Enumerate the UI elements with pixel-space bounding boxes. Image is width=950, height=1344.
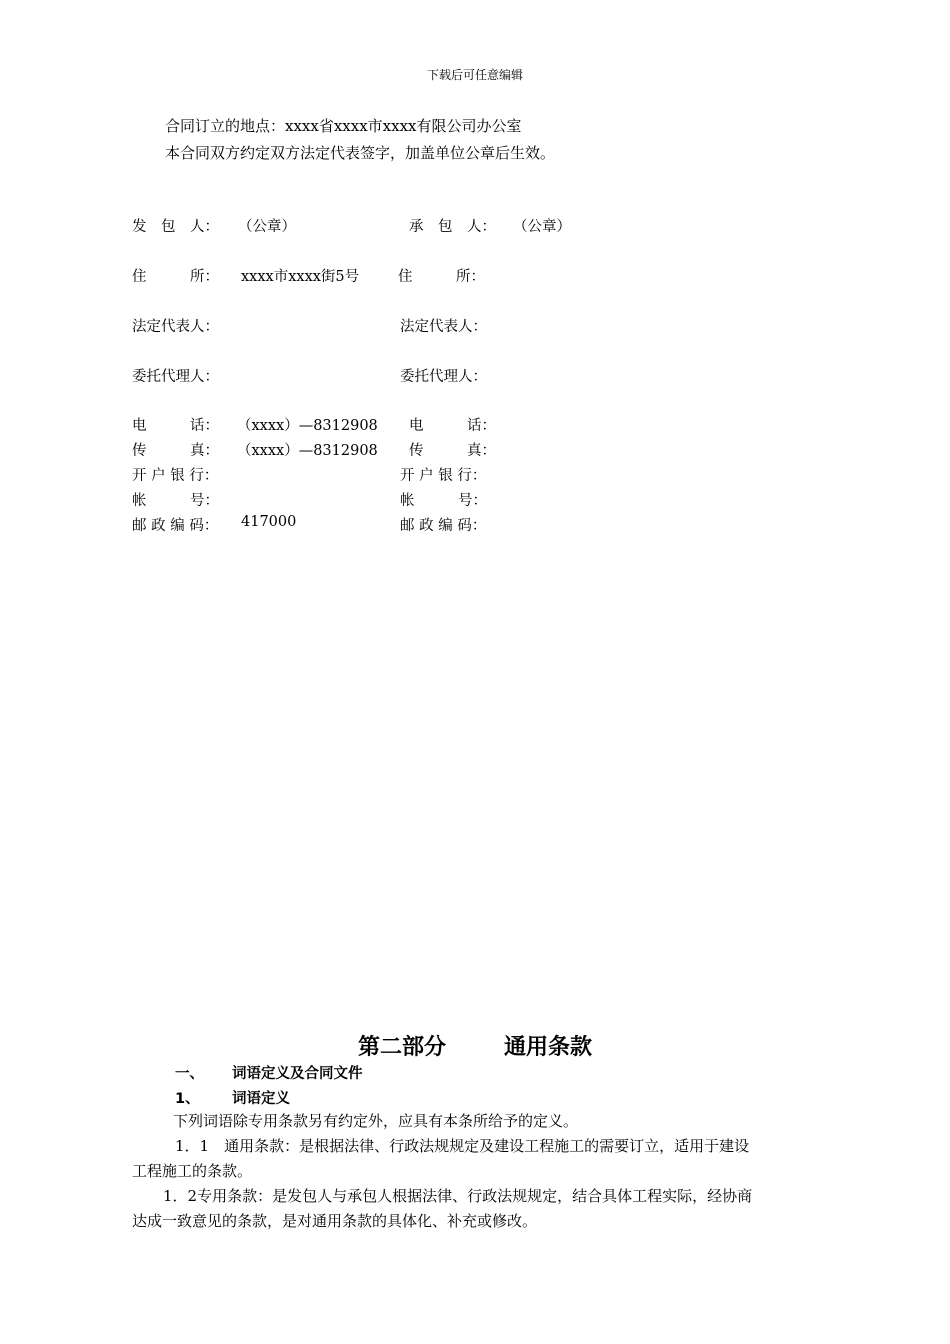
employer-postcode-label: 邮 政 编 码： (132, 518, 219, 534)
contractor-label: 承 包 人： (409, 219, 496, 235)
employer-agent-label: 委托代理人： (132, 369, 219, 385)
employer-fax-label: 传 真： (132, 443, 219, 459)
item-1-2-line-2: 达成一致意见的条款，是对通用条款的具体化、补充或修改。 (132, 1212, 538, 1230)
item-1-1-line-2: 工程施工的条款。 (132, 1162, 253, 1180)
employer-address-value: xxxx市xxxx街5号 (241, 269, 360, 285)
subsection-1-title: 词语定义 (232, 1091, 290, 1107)
part-two-title (0, 1030, 950, 1061)
contractor-account-label: 帐 号： (400, 493, 487, 509)
employer-address-label: 住 所： (132, 269, 219, 285)
contractor-phone-label: 电 话： (409, 418, 496, 434)
employer-bank-label: 开 户 银 行： (132, 468, 219, 484)
section-1-title: 词语定义及合同文件 (232, 1066, 363, 1082)
contractor-address-label: 住 所： (398, 269, 485, 285)
contractor-fax-label: 传 真： (409, 443, 496, 459)
contractor-postcode-label: 邮 政 编 码： (400, 518, 487, 534)
part-two-title-part: 第二部分 (357, 1035, 446, 1060)
definitions-intro: 下列词语除专用条款另有约定外，应具有本条所给予的定义。 (173, 1112, 579, 1130)
part-two-title-name: 通用条款 (504, 1035, 593, 1060)
contract-effect: 本合同双方约定双方法定代表签字，加盖单位公章后生效。 (165, 144, 556, 162)
contractor-legal-rep-label: 法定代表人： (400, 319, 487, 335)
subsection-1-number: 1、 (175, 1091, 200, 1107)
employer-legal-rep-label: 法定代表人： (132, 319, 219, 335)
employer-phone-label: 电 话： (132, 418, 219, 434)
employer-phone-value: （xxxx）—8312908 (237, 418, 378, 434)
item-1-1-line-1: 1．1 通用条款：是根据法律、行政法规规定及建设工程施工的需要订立，适用于建设 (175, 1137, 750, 1155)
section-1-number: 一、 (175, 1066, 204, 1082)
employer-seal: （公章） (238, 219, 296, 235)
contractor-agent-label: 委托代理人： (400, 369, 487, 385)
page-header-note: 下载后可任意编辑 (426, 68, 523, 82)
contractor-seal: （公章） (513, 219, 571, 235)
item-1-2-line-1: 1．2专用条款：是发包人与承包人根据法律、行政法规规定，结合具体工程实际，经协商 (163, 1187, 753, 1205)
employer-label: 发 包 人： (132, 219, 219, 235)
contractor-bank-label: 开 户 银 行： (400, 468, 487, 484)
employer-fax-value: （xxxx）—8312908 (237, 443, 378, 459)
employer-account-label: 帐 号： (132, 493, 219, 509)
employer-postcode-value: 417000 (241, 514, 297, 530)
contract-place: 合同订立的地点：xxxx省xxxx市xxxx有限公司办公室 (165, 117, 522, 135)
